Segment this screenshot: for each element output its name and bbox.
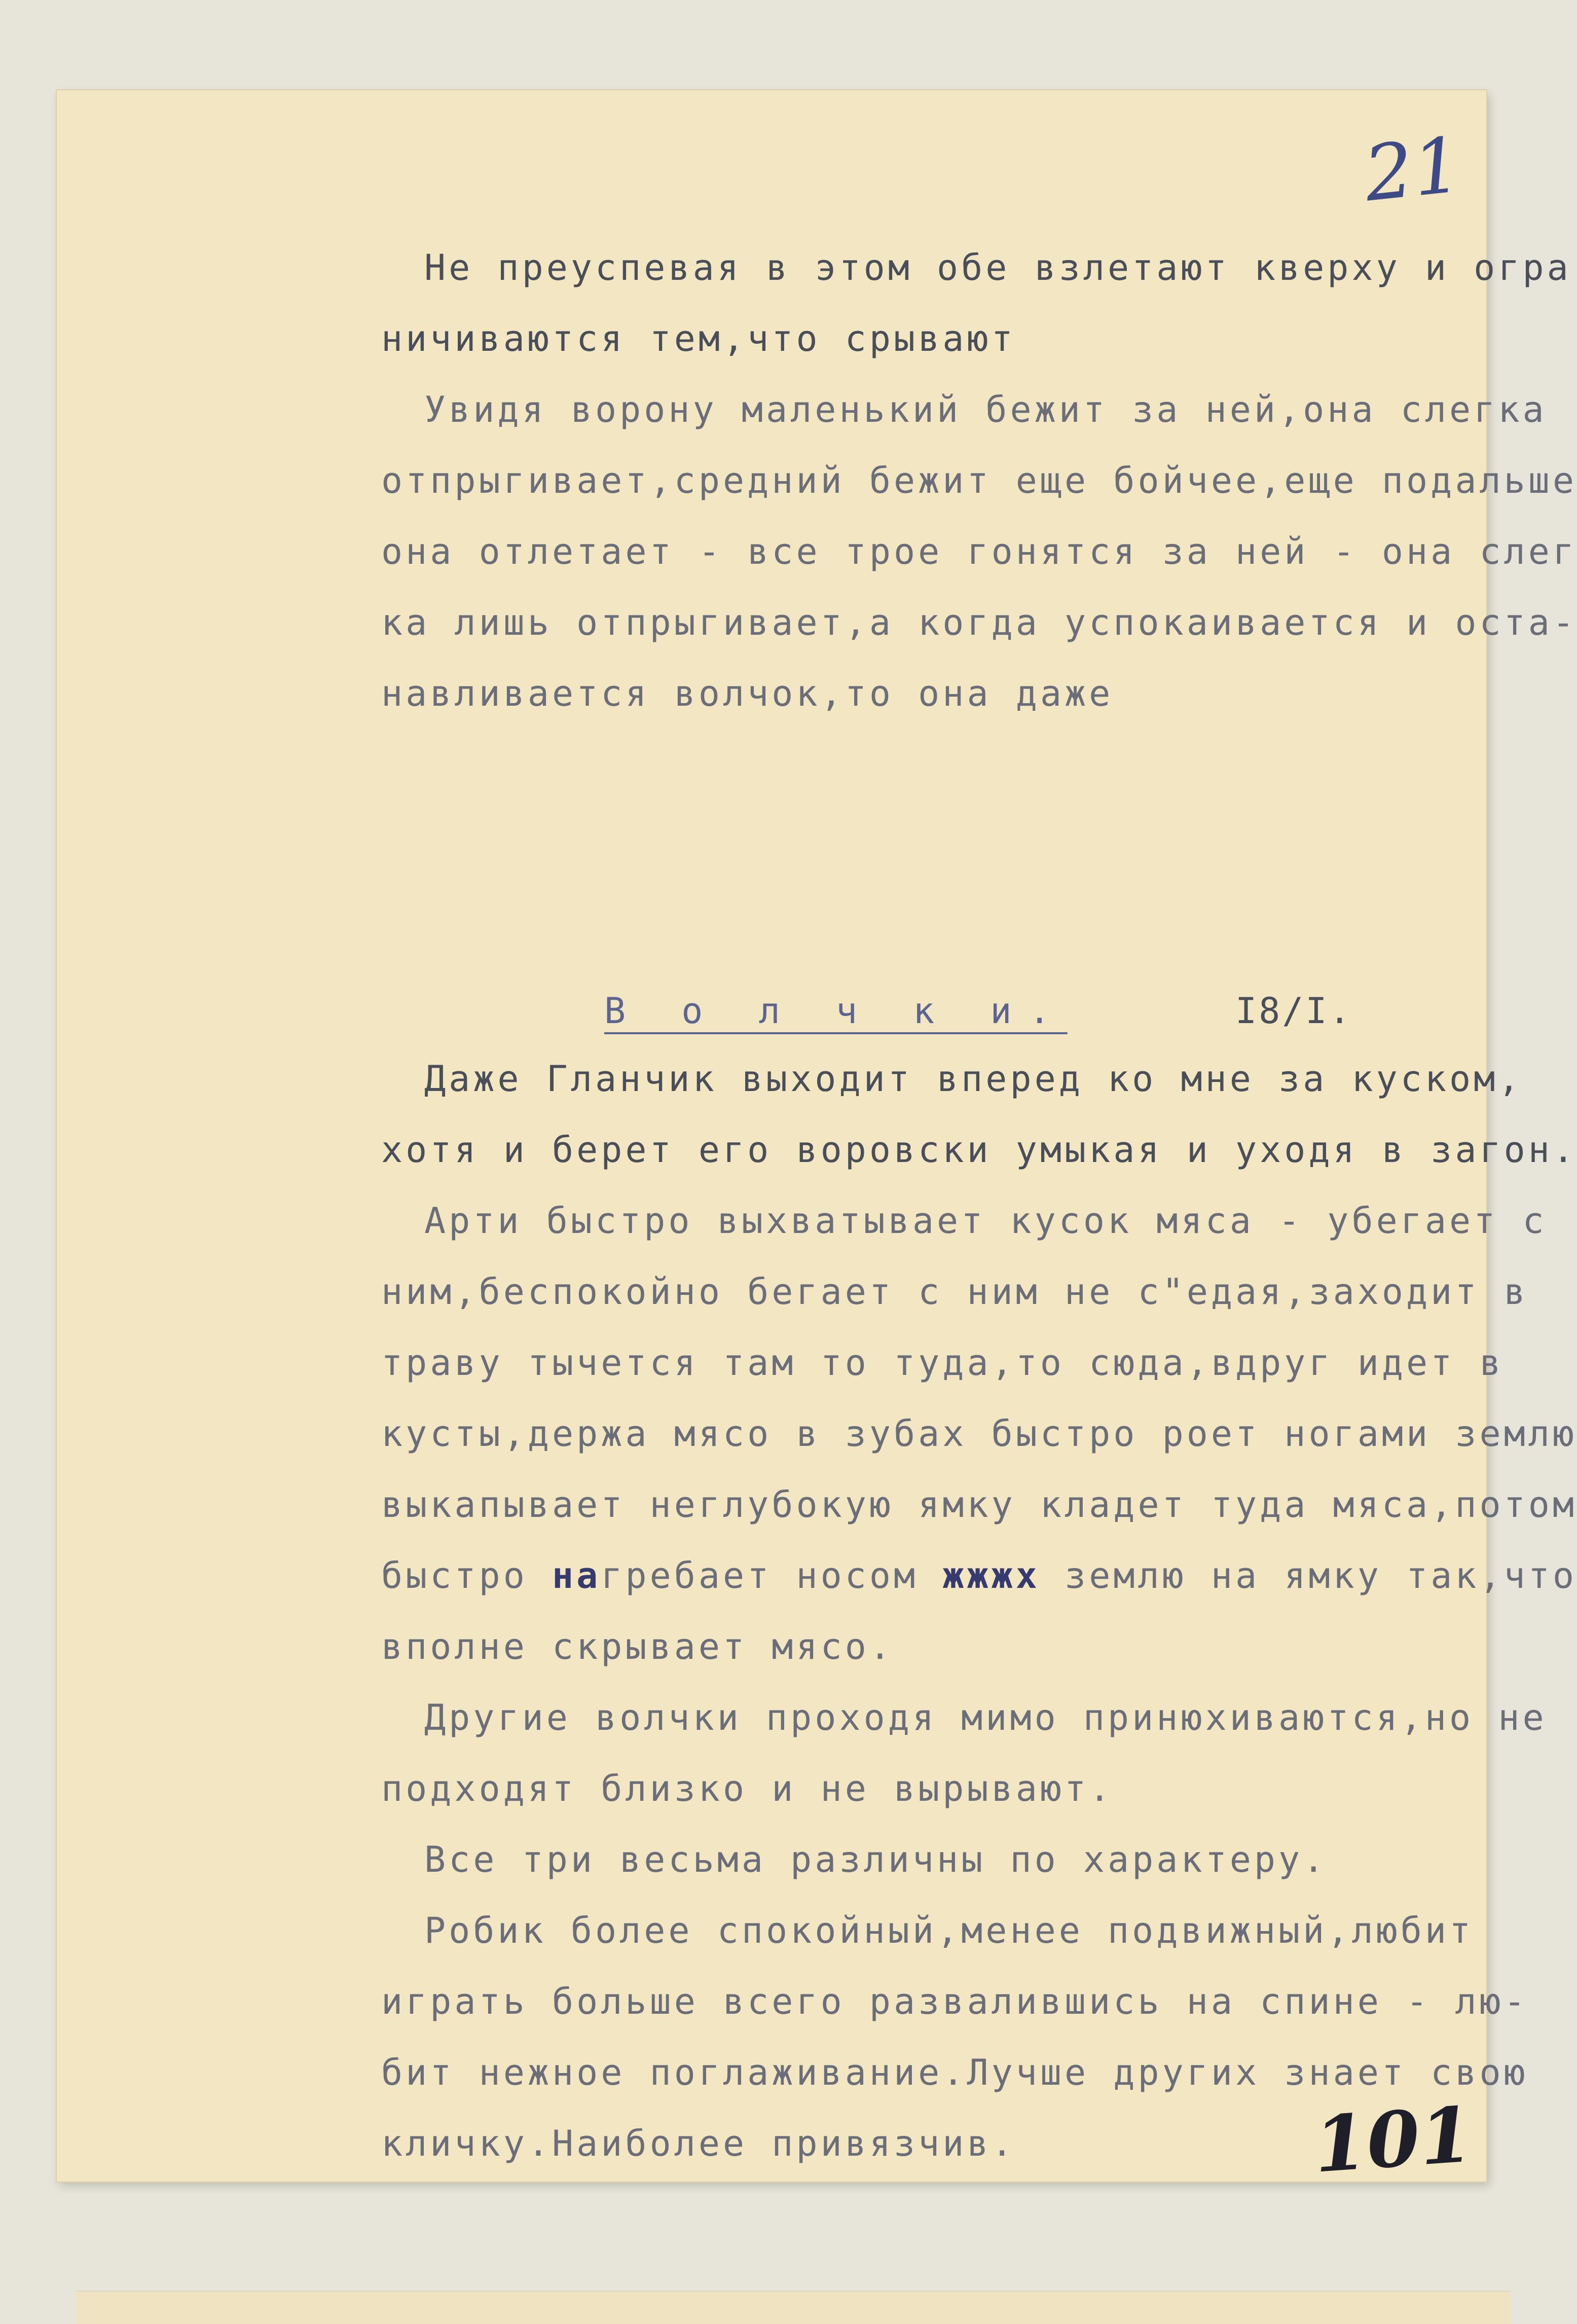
section-title: В о л ч к и. bbox=[604, 990, 1068, 1032]
text-line: вполне скрывает мясо. bbox=[381, 1626, 894, 1667]
text-line: Другие волчки проходя мимо принюхиваются,но не bbox=[424, 1697, 1547, 1738]
text-line: траву тычется там то туда,то сюда,вдруг идет в bbox=[381, 1342, 1504, 1384]
text-line: хотя и берет его воровски умыкая и уходя в загон. bbox=[381, 1129, 1577, 1171]
text-line: навливается волчок,то она даже bbox=[381, 673, 1114, 714]
typewritten-page bbox=[57, 90, 1577, 2190]
text-line: бит нежное поглаживание.Лучше других знает свою bbox=[381, 2052, 1528, 2093]
section-date: I8/I. bbox=[1235, 990, 1352, 1032]
text-line: ним,беспокойно бегает с ним не с"едая,заходит в bbox=[381, 1271, 1528, 1313]
text-line: Все три весьма различны по характеру. bbox=[424, 1839, 1328, 1880]
text-line: играть больше всего развалившись на спине - лю- bbox=[381, 1981, 1528, 2022]
text-line: Даже Гланчик выходит вперед ко мне за куском, bbox=[424, 1058, 1523, 1100]
handwritten-page-number-bottom: 101 bbox=[1311, 2090, 1476, 2190]
text-line: Робик более спокойный,менее подвижный,любит bbox=[424, 1910, 1474, 1951]
text-line: кличку.Наиболее привязчив. bbox=[381, 2123, 1016, 2164]
text-line: выкапывает неглубокую ямку кладет туда мяса,потом bbox=[381, 1484, 1577, 1526]
next-page-edge bbox=[76, 2292, 1511, 2324]
text-line: Увидя ворону маленький бежит за ней,она слегка bbox=[424, 389, 1547, 430]
text-line: ничиваются тем,что срывают bbox=[381, 318, 1016, 359]
text-line: отпрыгивает,средний бежит еще бойчее,еще подальше bbox=[381, 460, 1577, 501]
text-line: кусты,держа мясо в зубах быстро роет ногами землю bbox=[381, 1413, 1577, 1455]
text-line: подходят близко и не вырывают. bbox=[381, 1768, 1114, 1809]
text-line: Арти быстро выхватывает кусок мяса - убегает с bbox=[424, 1200, 1547, 1242]
text-line: Не преуспевая в этом обе взлетают кверху и огра bbox=[424, 247, 1571, 288]
text-line: быстро нагребает носом жжжх землю на ямку так,что bbox=[381, 1555, 1577, 1596]
text-line: она отлетает - все трое гонятся за ней - она слег bbox=[381, 531, 1577, 572]
text-line: ка лишь отпрыгивает,а когда успокаивается и оста- bbox=[381, 602, 1577, 643]
handwritten-page-number-top: 21 bbox=[1360, 121, 1466, 219]
